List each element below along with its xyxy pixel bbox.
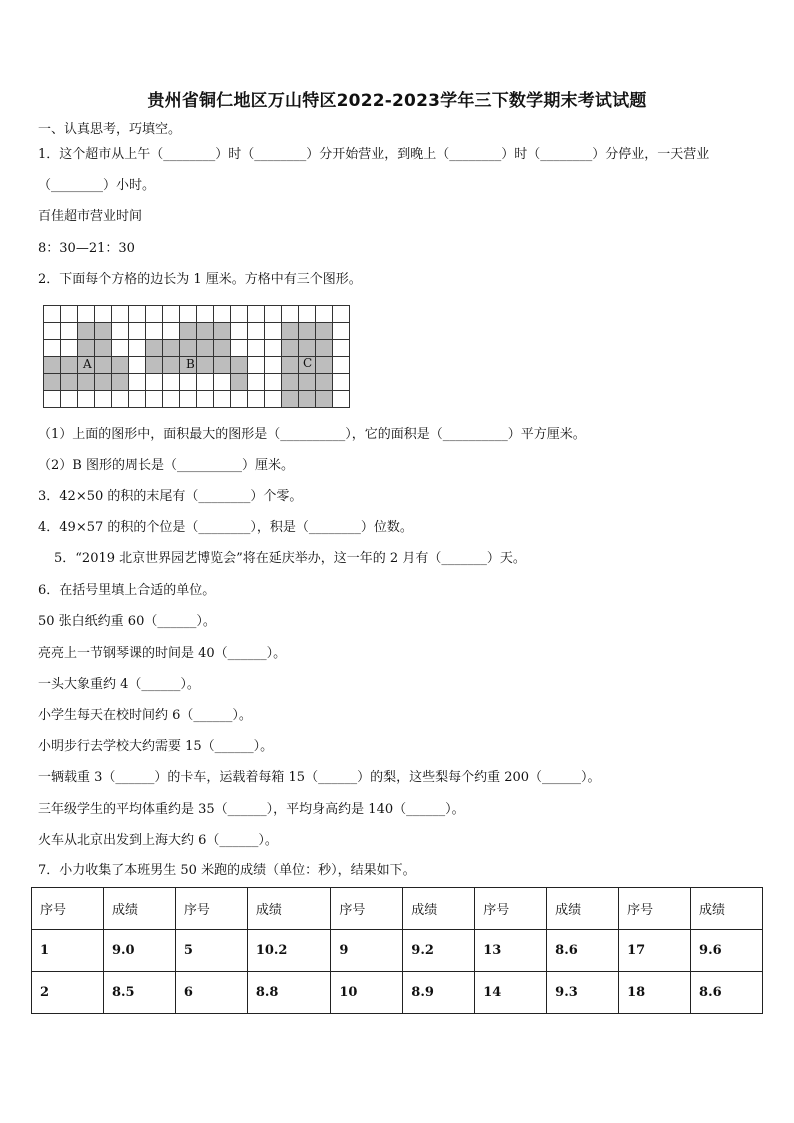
grid-cell	[333, 357, 350, 374]
table-header-cell: 序号	[32, 888, 104, 930]
grid-cell	[129, 391, 146, 408]
grid-cell	[180, 391, 197, 408]
shape-label-b: B	[186, 357, 195, 371]
shaded-grid-cell	[78, 340, 95, 357]
question-2-text: 2．下面每个方格的边长为 1 厘米。方格中有三个图形。	[38, 272, 362, 287]
grid-cell	[231, 323, 248, 340]
table-cell: 9.3	[547, 972, 619, 1014]
grid-cell	[78, 391, 95, 408]
grid-cell	[265, 374, 282, 391]
table-header-cell: 序号	[175, 888, 247, 930]
shaded-grid-cell	[61, 374, 78, 391]
table-cell: 2	[32, 972, 104, 1014]
grid-cell	[180, 306, 197, 323]
shape-label-c: C	[303, 356, 313, 370]
grid-cell	[163, 391, 180, 408]
grid-cell	[129, 323, 146, 340]
grid-cell	[112, 323, 129, 340]
shaded-grid-cell	[61, 357, 78, 374]
grid-cell	[231, 340, 248, 357]
grid-cell	[112, 306, 129, 323]
table-cell: 17	[619, 930, 691, 972]
question-3: 3．42×50 的积的末尾有（________）个零。	[38, 489, 303, 504]
table-header-cell: 成绩	[403, 888, 475, 930]
grid-cell	[248, 374, 265, 391]
grid-cell	[146, 391, 163, 408]
question-5: 5．“2019 北京世界园艺博览会”将在延庆举办，这一年的 2 月有（_______）天。	[54, 551, 526, 566]
question-1-line-2: （________）小时。	[38, 178, 156, 193]
section-heading: 一、认真思考，巧填空。	[38, 122, 182, 137]
question-6-item: 小明步行去学校大约需要 15（______）。	[38, 739, 274, 754]
table-header-cell: 序号	[475, 888, 547, 930]
grid-cell	[248, 323, 265, 340]
grid-cell	[44, 340, 61, 357]
grid-cell	[333, 340, 350, 357]
question-6-text: 6．在括号里填上合适的单位。	[38, 583, 216, 598]
question-6-item: 小学生每天在校时间约 6（______）。	[38, 708, 252, 723]
table-cell: 9.6	[691, 930, 763, 972]
grid-cell	[129, 357, 146, 374]
table-header-cell: 成绩	[247, 888, 331, 930]
grid-cell	[248, 391, 265, 408]
table-header-cell: 序号	[331, 888, 403, 930]
grid-cell	[333, 391, 350, 408]
question-6-item: 一辆载重 3（______）的卡车，运载着每箱 15（______）的梨，这些梨每个约重 200（______）。	[38, 770, 601, 785]
table-header-cell: 序号	[619, 888, 691, 930]
grid-cell	[44, 391, 61, 408]
grid-cell	[95, 391, 112, 408]
shaded-grid-cell	[180, 340, 197, 357]
score-table	[31, 887, 763, 1014]
shaded-grid-cell	[95, 357, 112, 374]
grid-cell	[265, 357, 282, 374]
grid-cell	[197, 374, 214, 391]
question-6-item: 50 张白纸约重 60（______）。	[38, 614, 216, 629]
shaded-grid-cell	[214, 340, 231, 357]
table-header-cell: 成绩	[547, 888, 619, 930]
question-6-item: 火车从北京出发到上海大约 6（______）。	[38, 833, 278, 848]
table-cell: 6	[175, 972, 247, 1014]
shaded-grid-cell	[282, 323, 299, 340]
shaded-grid-cell	[197, 323, 214, 340]
grid-cell	[265, 306, 282, 323]
grid-cell	[282, 306, 299, 323]
table-cell: 8.6	[547, 930, 619, 972]
table-cell: 10	[331, 972, 403, 1014]
shaded-grid-cell	[282, 391, 299, 408]
grid-cell	[231, 391, 248, 408]
shaded-grid-cell	[299, 391, 316, 408]
grid-cell	[44, 323, 61, 340]
grid-cell	[146, 374, 163, 391]
grid-cell	[333, 306, 350, 323]
shaded-grid-cell	[299, 340, 316, 357]
table-cell: 9.0	[103, 930, 175, 972]
store-hours-value: 8：30—21：30	[38, 241, 135, 256]
grid-cell	[163, 374, 180, 391]
question-7-text: 7．小力收集了本班男生 50 米跑的成绩（单位：秒），结果如下。	[38, 863, 416, 878]
table-cell: 8.8	[247, 972, 331, 1014]
grid-cell	[231, 306, 248, 323]
shaded-grid-cell	[163, 357, 180, 374]
shaded-grid-cell	[231, 357, 248, 374]
shaded-grid-cell	[112, 357, 129, 374]
shaded-grid-cell	[78, 374, 95, 391]
grid-cell	[112, 391, 129, 408]
shaded-grid-cell	[214, 357, 231, 374]
table-cell: 9	[331, 930, 403, 972]
shaded-grid-cell	[282, 357, 299, 374]
table-cell: 1	[32, 930, 104, 972]
grid-cell	[316, 306, 333, 323]
table-header-cell: 成绩	[691, 888, 763, 930]
shaded-grid-cell	[299, 374, 316, 391]
shaded-grid-cell	[95, 323, 112, 340]
shape-label-a: A	[83, 357, 92, 371]
table-cell: 8.6	[691, 972, 763, 1014]
grid-cell	[333, 374, 350, 391]
grid-cell	[61, 323, 78, 340]
shaded-grid-cell	[214, 323, 231, 340]
grid-cell	[214, 306, 231, 323]
shaded-grid-cell	[78, 323, 95, 340]
table-row	[32, 930, 763, 972]
grid-cell	[78, 306, 95, 323]
shaded-grid-cell	[44, 374, 61, 391]
grid-cell	[248, 357, 265, 374]
table-cell: 14	[475, 972, 547, 1014]
store-hours-title: 百佳超市营业时间	[38, 209, 143, 224]
shaded-grid-cell	[316, 340, 333, 357]
shaded-grid-cell	[231, 374, 248, 391]
table-header-row	[32, 888, 763, 930]
grid-cell	[214, 374, 231, 391]
shaded-grid-cell	[95, 374, 112, 391]
grid-cell	[180, 374, 197, 391]
grid-cell	[129, 340, 146, 357]
page-title: 贵州省铜仁地区万山特区2022-2023学年三下数学期末考试试题	[147, 91, 647, 111]
question-6-item: 亮亮上一节钢琴课的时间是 40（______）。	[38, 646, 287, 661]
grid-cell	[197, 306, 214, 323]
table-cell: 10.2	[247, 930, 331, 972]
shaded-grid-cell	[44, 357, 61, 374]
shaded-grid-cell	[95, 340, 112, 357]
question-2-sub-2: （2）B 图形的周长是（__________）厘米。	[38, 458, 294, 473]
grid-cell	[146, 323, 163, 340]
shaded-grid-cell	[282, 374, 299, 391]
grid-cell	[163, 323, 180, 340]
shaded-grid-cell	[316, 323, 333, 340]
shaded-grid-cell	[316, 391, 333, 408]
table-cell: 13	[475, 930, 547, 972]
shaded-grid-cell	[316, 374, 333, 391]
grid-cell	[146, 306, 163, 323]
grid-cell	[44, 306, 61, 323]
grid-cell	[129, 374, 146, 391]
shaded-grid-cell	[112, 374, 129, 391]
shaded-grid-cell	[146, 357, 163, 374]
table-header-cell: 成绩	[103, 888, 175, 930]
question-6-item: 三年级学生的平均体重约是 35（______），平均身高约是 140（______）。	[38, 802, 465, 817]
question-4: 4．49×57 的积的个位是（________），积是（________）位数。	[38, 520, 413, 535]
shaded-grid-cell	[163, 340, 180, 357]
shaded-grid-cell	[299, 323, 316, 340]
table-row	[32, 972, 763, 1014]
question-1-line-1: 1．这个超市从上午（________）时（________）分开始营业，到晚上（________）时（________）分停业，一天营业	[38, 147, 710, 162]
grid-cell	[129, 306, 146, 323]
question-6-item: 一头大象重约 4（______）。	[38, 677, 200, 692]
table-cell: 5	[175, 930, 247, 972]
grid-cell	[265, 391, 282, 408]
grid-cell	[61, 340, 78, 357]
table-cell: 9.2	[403, 930, 475, 972]
grid-cell	[214, 391, 231, 408]
grid-cell	[265, 323, 282, 340]
grid-cell	[112, 340, 129, 357]
shaded-grid-cell	[180, 323, 197, 340]
grid-cell	[248, 306, 265, 323]
shaded-grid-cell	[316, 357, 333, 374]
grid-cell	[265, 340, 282, 357]
shaded-grid-cell	[197, 357, 214, 374]
table-cell: 8.9	[403, 972, 475, 1014]
question-2-sub-1: （1）上面的图形中，面积最大的图形是（__________），它的面积是（__________）平方厘米。	[38, 427, 586, 442]
grid-cell	[333, 323, 350, 340]
grid-cell	[197, 391, 214, 408]
grid-cell	[61, 306, 78, 323]
shaded-grid-cell	[146, 340, 163, 357]
shaded-grid-cell	[282, 340, 299, 357]
grid-cell	[299, 306, 316, 323]
grid-cell	[95, 306, 112, 323]
shaded-grid-cell	[197, 340, 214, 357]
table-cell: 18	[619, 972, 691, 1014]
grid-cell	[248, 340, 265, 357]
table-cell: 8.5	[103, 972, 175, 1014]
grid-cell	[163, 306, 180, 323]
grid-cell	[61, 391, 78, 408]
